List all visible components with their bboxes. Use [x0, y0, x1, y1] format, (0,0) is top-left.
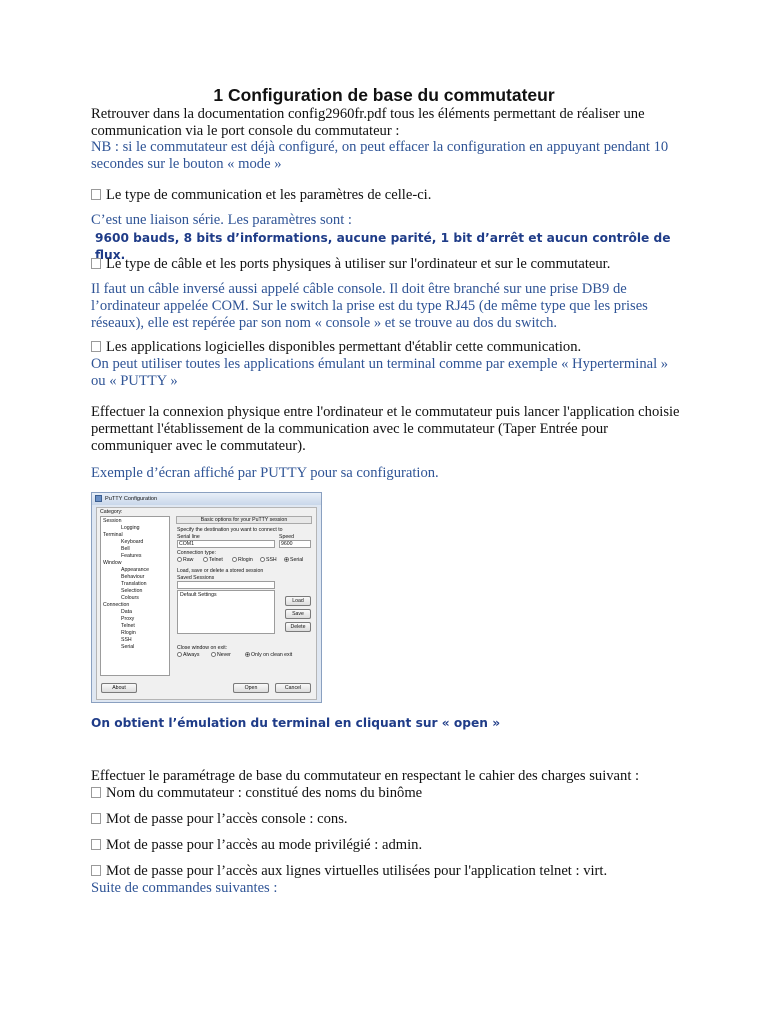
tree-item-session[interactable]: Session: [103, 518, 122, 524]
requirement-text: Mot de passe pour l’accès aux lignes virtuelles utilisées pour l'application telnet : virt.: [106, 863, 608, 879]
putty-screenshot: [91, 492, 322, 703]
load-button[interactable]: Load: [285, 596, 311, 606]
commands-caption: Suite de commandes suivantes :: [91, 880, 278, 896]
question-cable: [91, 256, 681, 273]
radio-never[interactable]: Never: [211, 652, 231, 658]
checkbox-bullet-icon: [91, 341, 101, 352]
config-intro: Effectuer le paramétrage de base du commutateur en respectant le cahier des charges suivant :: [91, 768, 640, 784]
question-communication: [91, 187, 681, 204]
example-caption: Exemple d’écran affiché par PUTTY pour sa configuration.: [91, 465, 439, 481]
radio-ssh[interactable]: SSH: [260, 557, 277, 563]
checkbox-bullet-icon: [91, 787, 101, 798]
delete-button[interactable]: Delete: [285, 622, 311, 632]
serial-line-label: Serial line: [177, 534, 200, 540]
requirement-text: Nom du commutateur : constitué des noms du binôme: [106, 785, 423, 801]
close-window-label: Close window on exit:: [177, 645, 228, 651]
tree-item-logging[interactable]: Logging: [121, 525, 140, 531]
tree-item-selection[interactable]: Selection: [121, 588, 143, 594]
load-save-label: Load, save or delete a stored session: [177, 568, 264, 574]
putty-dialog-body: [96, 507, 317, 700]
tree-item-terminal[interactable]: Terminal: [103, 532, 123, 538]
putty-window-title: PuTTY Configuration: [105, 496, 158, 502]
requirement-text: Mot de passe pour l’accès au mode privilégié : admin.: [106, 837, 423, 853]
checkbox-bullet-icon: [91, 813, 101, 824]
section-title: 1 Configuration de base du commutateur: [213, 85, 555, 105]
intro-paragraph: Retrouver dans la documentation config2960fr.pdf tous les éléments permettant de réaliser une communication via le port console du commutateur :: [91, 106, 645, 139]
tree-item-appearance[interactable]: Appearance: [121, 567, 149, 573]
radio-raw[interactable]: Raw: [177, 557, 193, 563]
emulation-caption: On obtient l’émulation du terminal en cliquant sur « open »: [91, 716, 501, 730]
answer-applications: On peut utiliser toutes les applications émulant un terminal comme par exemple « Hyperterminal » ou « PUTTY »: [91, 356, 669, 389]
radio-icon: [260, 557, 265, 562]
question-text: Le type de communication et les paramètres de celle-ci.: [106, 187, 432, 203]
checkbox-bullet-icon: [91, 865, 101, 876]
radio-icon: [177, 652, 182, 657]
tree-item-window[interactable]: Window: [103, 560, 122, 566]
panel-title: Basic options for your PuTTY session: [176, 516, 312, 524]
session-default-settings[interactable]: Default Settings: [180, 592, 217, 598]
tree-item-features[interactable]: Features: [121, 553, 142, 559]
radio-icon: [203, 557, 208, 562]
putty-app-icon: [95, 495, 102, 502]
saved-sessions-label: Saved Sessions: [177, 575, 215, 581]
connection-instructions: Effectuer la connexion physique entre l'ordinateur et le commutateur puis lancer l'application choisie permettant l'établissement de la communication avec le commutateur (Taper Entrée pour communiquer avec le commutateur).: [91, 404, 680, 454]
radio-icon: [177, 557, 182, 562]
tree-item-ssh[interactable]: SSH: [121, 637, 132, 643]
open-button[interactable]: Open: [233, 683, 269, 693]
speed-label: Speed: [279, 534, 295, 540]
tree-item-keyboard[interactable]: Keyboard: [121, 539, 144, 545]
requirement-text: Mot de passe pour l’accès console : cons.: [106, 811, 348, 827]
checkbox-bullet-icon: [91, 258, 101, 269]
requirement-console-password: [91, 811, 681, 828]
radio-selected-icon: [284, 557, 289, 562]
about-button[interactable]: About: [101, 683, 137, 693]
answer-parameters: 9600 bauds, 8 bits d’informations, aucune parité, 1 bit d’arrêt et aucun contrôle de flux.: [95, 231, 671, 262]
checkbox-bullet-icon: [91, 839, 101, 850]
tree-item-bell[interactable]: Bell: [121, 546, 130, 552]
nb-note: NB : si le commutateur est déjà configuré, on peut effacer la configuration en appuyant pendant 10 secondes sur le bouton « mode »: [91, 139, 669, 172]
radio-only-clean-exit[interactable]: Only on clean exit: [245, 652, 292, 658]
category-label: Category:: [100, 509, 123, 515]
tree-item-colours[interactable]: Colours: [121, 595, 139, 601]
radio-telnet[interactable]: Telnet: [203, 557, 223, 563]
sessions-list[interactable]: [177, 590, 275, 634]
tree-item-behaviour[interactable]: Behaviour: [121, 574, 145, 580]
save-button[interactable]: Save: [285, 609, 311, 619]
tree-item-serial[interactable]: Serial: [121, 644, 135, 650]
tree-item-rlogin[interactable]: Rlogin: [121, 630, 136, 636]
radio-icon: [211, 652, 216, 657]
saved-sessions-input[interactable]: [177, 581, 275, 589]
question-text: Le type de câble et les ports physiques à utiliser sur l'ordinateur et sur le commutateur.: [106, 256, 611, 272]
cancel-button[interactable]: Cancel: [275, 683, 311, 693]
specify-destination-label: Specify the destination you want to connect to: [177, 527, 283, 533]
putty-titlebar: [92, 493, 321, 505]
tree-item-telnet[interactable]: Telnet: [121, 623, 135, 629]
radio-selected-icon: [245, 652, 250, 657]
requirement-vty-password: [91, 863, 731, 880]
radio-always[interactable]: Always: [177, 652, 199, 658]
speed-input[interactable]: 9600: [279, 540, 311, 548]
checkbox-bullet-icon: [91, 189, 101, 200]
radio-rlogin[interactable]: Rlogin: [232, 557, 253, 563]
radio-icon: [232, 557, 237, 562]
radio-serial[interactable]: Serial: [284, 557, 303, 563]
tree-item-connection[interactable]: Connection: [103, 602, 130, 608]
category-tree[interactable]: [100, 516, 170, 676]
tree-item-proxy[interactable]: Proxy: [121, 616, 135, 622]
serial-line-input[interactable]: COM1: [177, 540, 275, 548]
requirement-privileged-password: [91, 837, 681, 854]
answer-cable: Il faut un câble inversé aussi appelé câble console. Il doit être branché sur une prise DB9 de l’ordinateur appelée COM. Sur le switch la prise est du type RJ45 (de même type que les prises réseaux), elle est repérée par son nom « console » et se trouve au dos du switch.: [91, 281, 648, 331]
connection-type-label: Connection type:: [177, 550, 216, 556]
question-text: Les applications logicielles disponibles permettant d'établir cette communication.: [106, 339, 582, 355]
answer-liaison-serie: C’est une liaison série. Les paramètres sont :: [91, 212, 352, 228]
tree-item-data[interactable]: Data: [121, 609, 132, 615]
requirement-name: [91, 785, 681, 802]
tree-item-translation[interactable]: Translation: [121, 581, 147, 587]
question-applications: [91, 339, 681, 356]
